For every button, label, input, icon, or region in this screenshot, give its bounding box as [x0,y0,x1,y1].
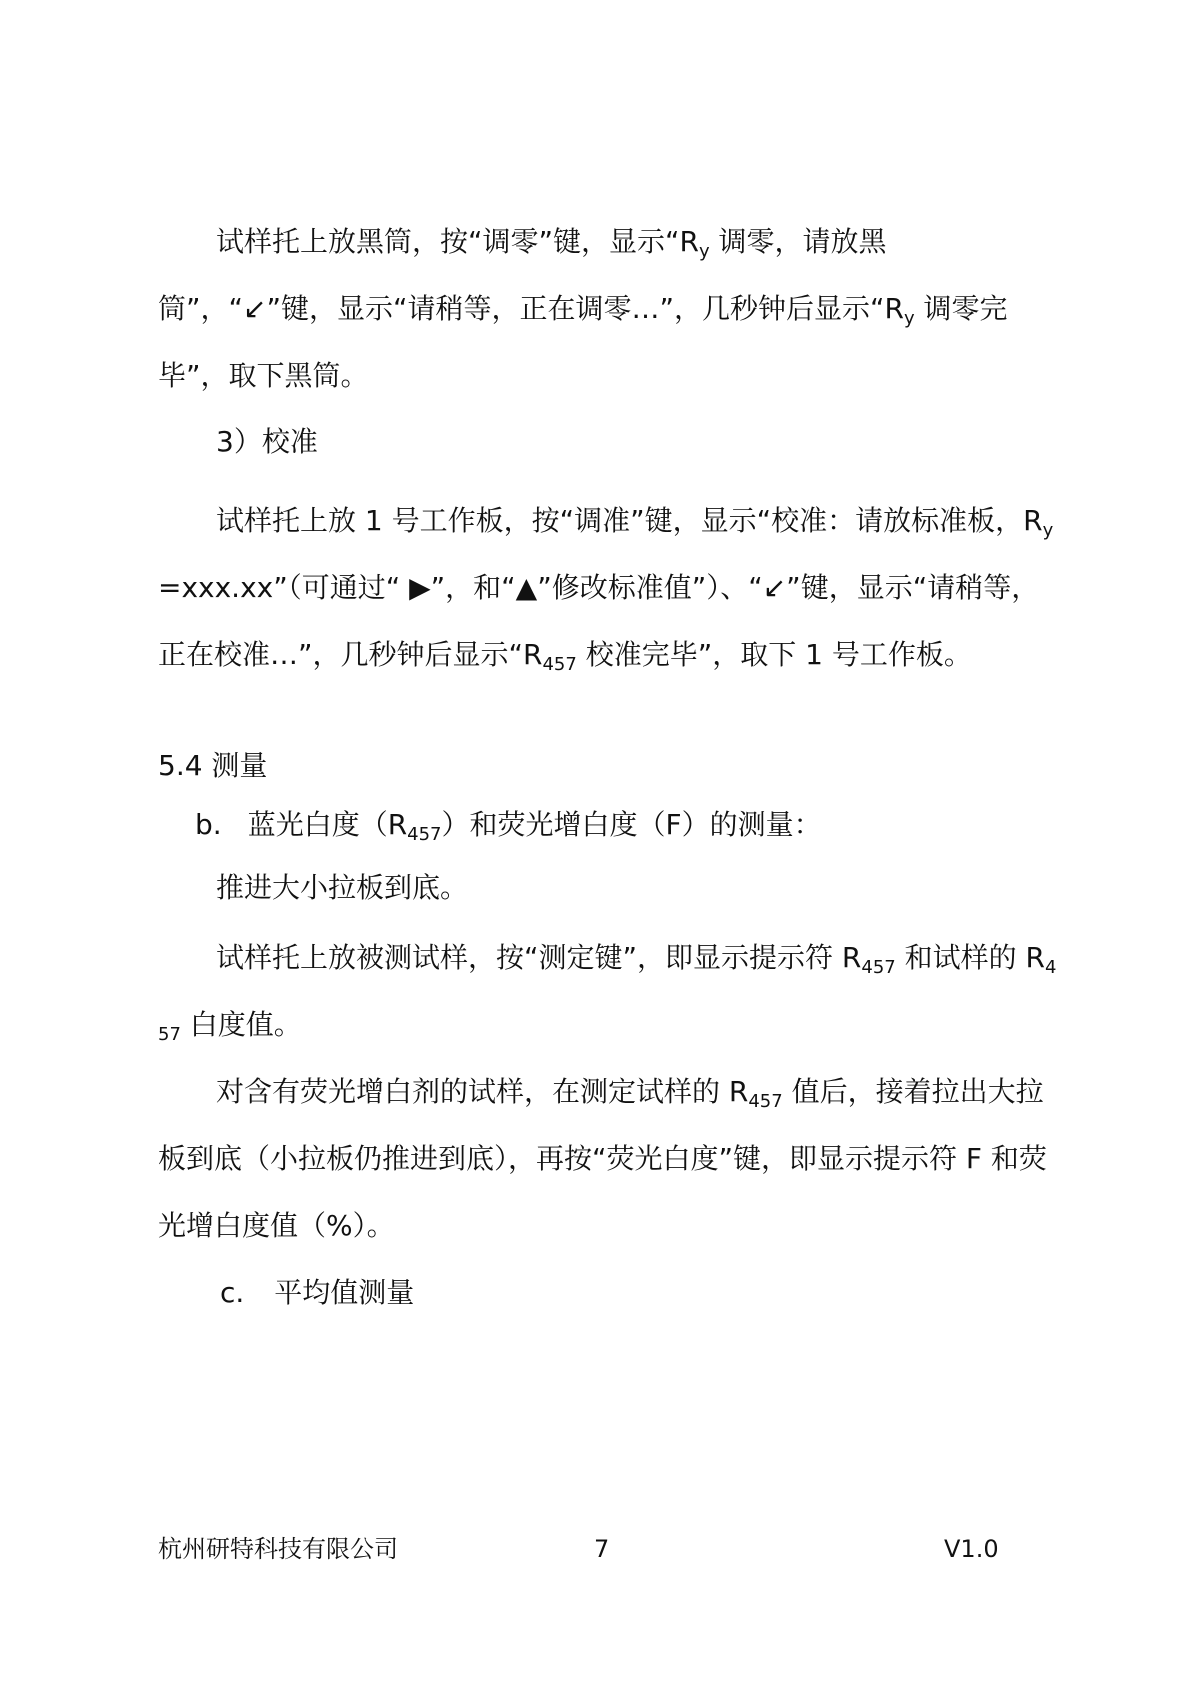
heading-calibration: 3）校准 [216,425,318,458]
footer-page-number: 7 [594,1535,610,1563]
paragraph-calibration: 试样托上放 1 号工作板，按“调准”键，显示“校准：请放标准板，$R_y=xxx.xx$”（可通过“ ▶”，和“▲”修改标准值”）、“↙”键，显示“请稍等，正在校准…”，几秒钟后显示“$R_{457}$ 校准完毕”，取下 1 号工作板。 [158,504,1054,675]
list-marker: c. [220,1276,245,1309]
paragraph-zero-adjust: 试样托上放黑筒，按“调零”键，显示“$R_y$ 调零，请放黑筒”，“↙”键，显示“请稍等，正在调零…”，几秒钟后显示“$R_y$ 调零完毕”，取下黑筒。 [158,225,1008,392]
paragraph-fluorescent: 对含有荧光增白剂的试样，在测定试样的 $R_{457}$ 值后，接着拉出大拉板到底（小拉板仍推进到底），再按“荧光白度”键，即显示提示符 F 和荧光增白度值（%）。 [158,1075,1047,1242]
paragraph-push-plates: 推进大小拉板到底。 [216,871,469,904]
paragraph-measure-sample: 试样托上放被测试样，按“测定键”，即显示提示符 $R_{457}$ 和试样的 $R_{457}$ 白度值。 [158,941,1057,1045]
list-item-b: b. 蓝光白度$(R_{457})$和荧光增白度（F）的测量： [195,808,822,845]
footer-version: V1.0 [944,1535,999,1563]
footer-company: 杭州研特科技有限公司 [158,1535,398,1563]
section-heading-measurement: 5.4 测量 [158,749,268,782]
list-item-c: c. 平均值测量 [220,1276,415,1309]
list-marker: b. [195,808,222,841]
